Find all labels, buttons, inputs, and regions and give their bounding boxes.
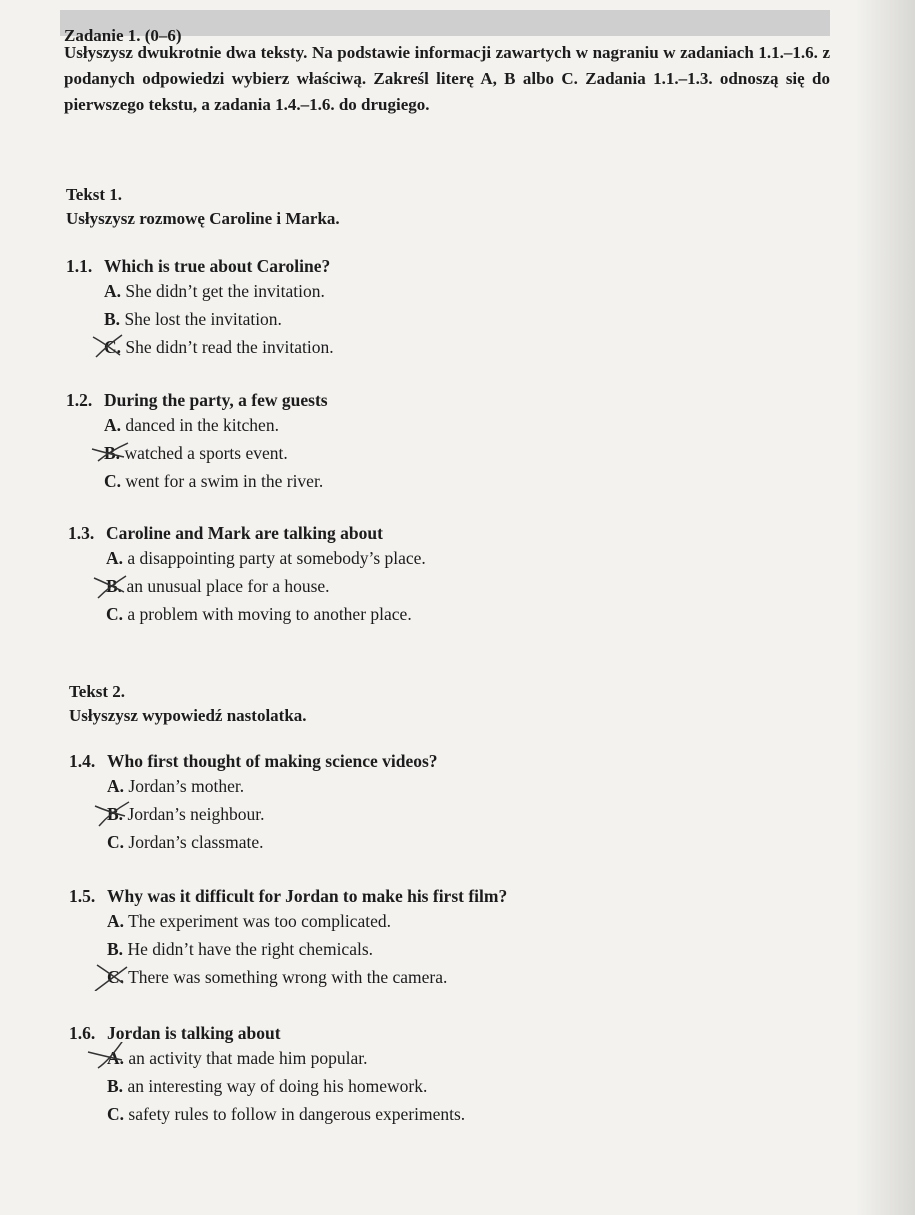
option-text: Jordan’s classmate. (124, 832, 264, 852)
option-text: Jordan’s mother. (124, 776, 245, 796)
option-1-1-a[interactable] (104, 277, 866, 305)
option-letter: A. (104, 415, 122, 435)
option-1-4-c[interactable] (107, 828, 869, 856)
option-text: safety rules to follow in dangerous experiments. (124, 1104, 466, 1124)
option-1-6-a[interactable] (107, 1044, 869, 1072)
option-1-2-b[interactable] (104, 439, 866, 467)
question-1-1 (66, 256, 866, 361)
task-title: Zadanie 1. (0–6) (64, 26, 182, 45)
option-text: watched a sports event. (120, 443, 288, 463)
option-1-2-c[interactable] (104, 467, 866, 495)
option-1-3-b[interactable] (106, 572, 868, 600)
option-1-3-a[interactable] (106, 544, 868, 572)
question-1-6 (69, 1023, 869, 1128)
option-letter: B. (107, 1076, 124, 1096)
text-2-subtitle: Usłyszysz wypowiedź nastolatka. (69, 706, 307, 725)
option-letter: A. (104, 281, 122, 301)
question-1-2 (66, 390, 866, 495)
option-letter: B. (107, 804, 124, 824)
option-1-5-c[interactable] (107, 963, 869, 991)
option-letter: B. (106, 576, 123, 596)
option-text: He didn’t have the right chemicals. (123, 939, 374, 959)
question-stem: Jordan is talking about (107, 1023, 281, 1043)
question-number: 1.6. (69, 1023, 96, 1043)
option-1-4-a[interactable] (107, 772, 869, 800)
question-stem: During the party, a few guests (104, 390, 328, 410)
option-text: a disappointing party at somebody’s place. (123, 548, 426, 568)
option-text: There was something wrong with the camera. (124, 967, 448, 987)
question-number: 1.2. (66, 390, 93, 410)
option-text: an activity that made him popular. (124, 1048, 368, 1068)
option-letter: A. (107, 911, 125, 931)
question-1-5 (69, 886, 869, 991)
option-1-1-b[interactable] (104, 305, 866, 333)
question-stem: Why was it difficult for Jordan to make his first film? (107, 886, 508, 906)
option-letter: A. (107, 776, 125, 796)
option-letter: C. (107, 1104, 125, 1124)
option-text: Jordan’s neighbour. (123, 804, 265, 824)
question-number: 1.3. (68, 523, 95, 543)
option-letter: B. (104, 443, 121, 463)
option-letter: A. (106, 548, 124, 568)
option-text: went for a swim in the river. (121, 471, 324, 491)
option-text: an unusual place for a house. (122, 576, 330, 596)
question-stem: Caroline and Mark are talking about (106, 523, 383, 543)
option-letter: C. (107, 832, 125, 852)
question-number: 1.5. (69, 886, 96, 906)
option-text: She lost the invitation. (120, 309, 282, 329)
option-letter: A. (107, 1048, 125, 1068)
text-1-subtitle: Usłyszysz rozmowę Caroline i Marka. (66, 209, 340, 228)
option-1-6-b[interactable] (107, 1072, 869, 1100)
question-stem: Who first thought of making science videos? (107, 751, 438, 771)
option-1-5-a[interactable] (107, 907, 869, 935)
option-text: a problem with moving to another place. (123, 604, 412, 624)
option-letter: B. (104, 309, 121, 329)
option-letter: B. (107, 939, 124, 959)
option-text: The experiment was too complicated. (124, 911, 391, 931)
option-text: danced in the kitchen. (121, 415, 279, 435)
question-number: 1.1. (66, 256, 93, 276)
task-instructions: Usłyszysz dwukrotnie dwa teksty. Na podstawie informacji zawartych w nagraniu w zadaniach 1.1.–1.6. z podanych odpowiedzi wybierz właściwą. Zakreśl literę A, B albo C. Zadania 1.1.–1.3. odnoszą się do pierwszego tekstu, a zadania 1.4.–1.6. do drugiego. (64, 43, 830, 114)
option-letter: C. (107, 967, 125, 987)
option-letter: C. (104, 337, 122, 357)
option-text: She didn’t get the invitation. (121, 281, 325, 301)
option-text: an interesting way of doing his homework. (123, 1076, 428, 1096)
option-text: She didn’t read the invitation. (121, 337, 334, 357)
text-2-title: Tekst 2. (69, 682, 126, 701)
question-number: 1.4. (69, 751, 96, 771)
option-1-6-c[interactable] (107, 1100, 869, 1128)
question-stem: Which is true about Caroline? (104, 256, 331, 276)
text-1-title: Tekst 1. (66, 185, 123, 204)
option-letter: C. (104, 471, 122, 491)
option-1-3-c[interactable] (106, 600, 868, 628)
option-1-2-a[interactable] (104, 411, 866, 439)
option-letter: C. (106, 604, 124, 624)
option-1-4-b[interactable] (107, 800, 869, 828)
option-1-5-b[interactable] (107, 935, 869, 963)
option-1-1-c[interactable] (104, 333, 866, 361)
question-1-3 (68, 523, 868, 628)
question-1-4 (69, 751, 869, 856)
